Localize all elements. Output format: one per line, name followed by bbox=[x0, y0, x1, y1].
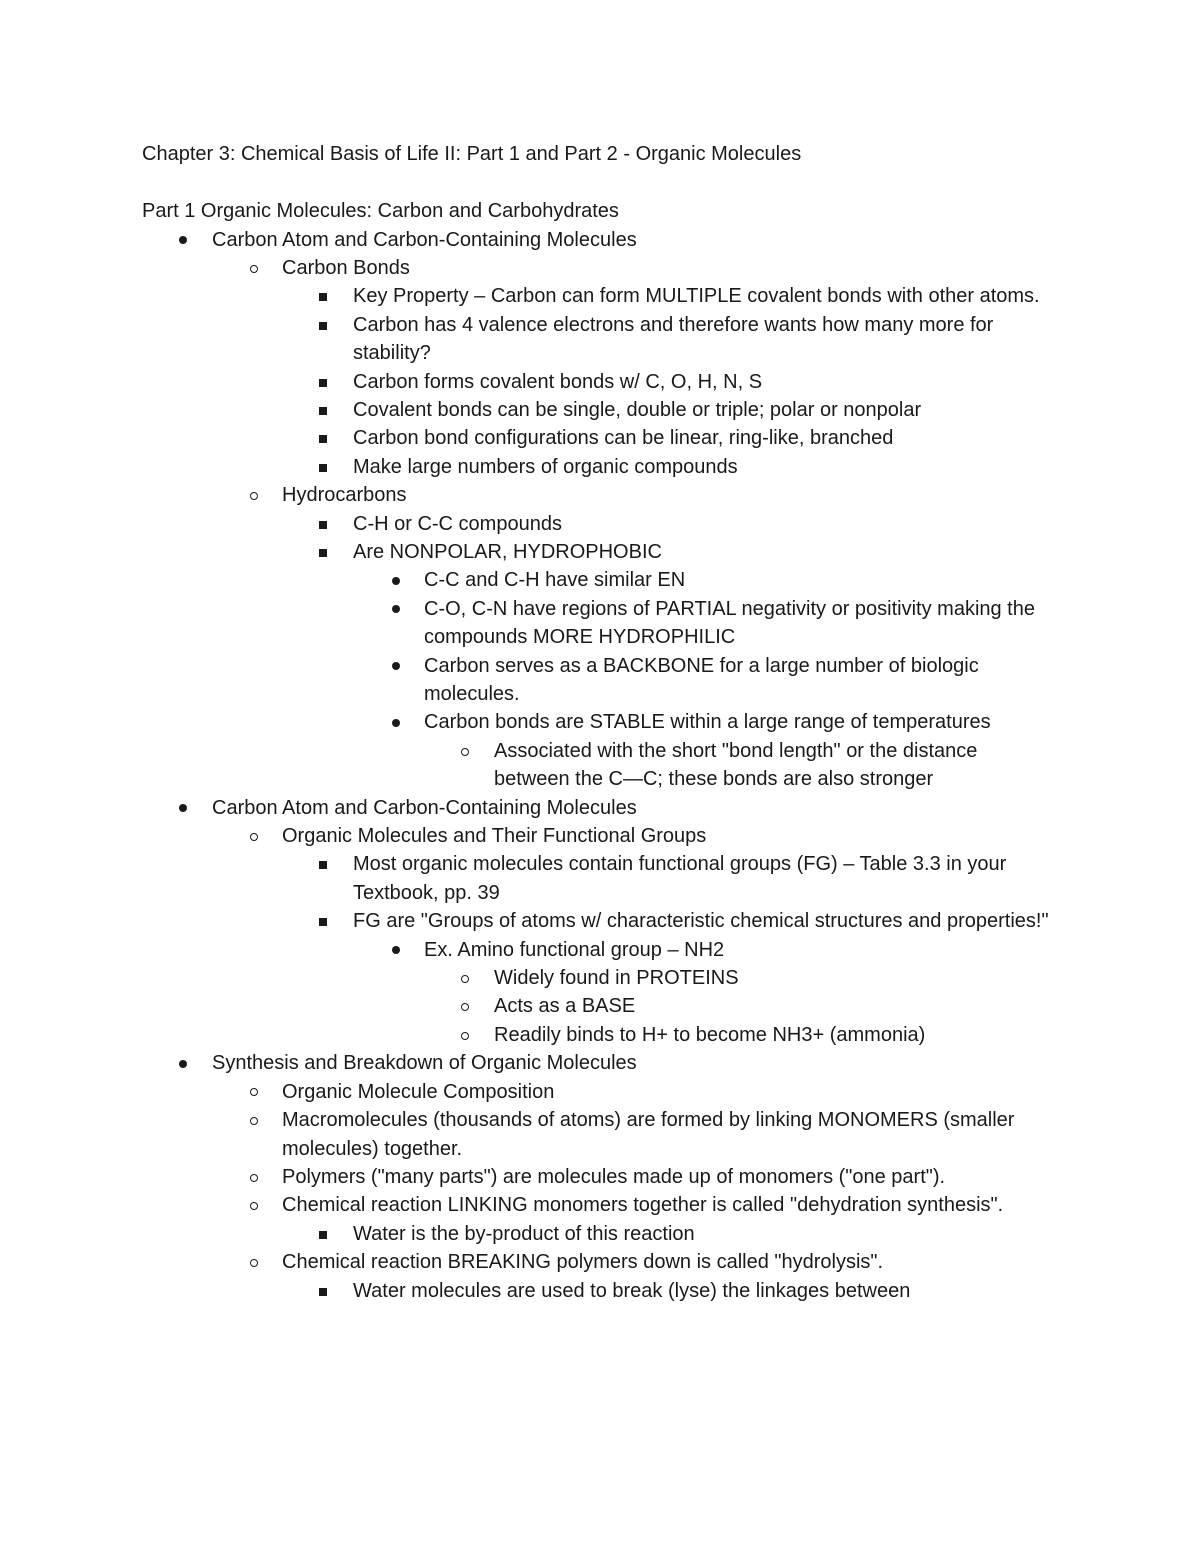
square-bullet-icon bbox=[319, 293, 327, 301]
outline-item: Carbon Bonds bbox=[0, 254, 1200, 282]
square-bullet-icon bbox=[319, 435, 327, 443]
outline-item: C-O, C-N have regions of PARTIAL negativity or positivity making the compounds MORE HYDROPHILIC bbox=[0, 595, 1200, 652]
circle-bullet-icon bbox=[250, 1088, 258, 1096]
square-bullet-icon bbox=[319, 322, 327, 330]
outline-item: Synthesis and Breakdown of Organic Molecules bbox=[0, 1049, 1200, 1077]
square-bullet-icon bbox=[319, 379, 327, 387]
outline-item: Associated with the short "bond length" or the distance between the C—C; these bonds are also stronger bbox=[0, 737, 1200, 794]
outline-item: Organic Molecules and Their Functional Groups bbox=[0, 822, 1200, 850]
outline-item: Covalent bonds can be single, double or triple; polar or nonpolar bbox=[0, 396, 1200, 424]
outline-item: Carbon bond configurations can be linear, ring-like, branched bbox=[0, 424, 1200, 452]
outline-item: FG are "Groups of atoms w/ characteristic chemical structures and properties!" bbox=[0, 907, 1200, 935]
square-bullet-icon bbox=[319, 521, 327, 529]
outline-item: Ex. Amino functional group – NH2 bbox=[0, 936, 1200, 964]
square-bullet-icon bbox=[319, 1288, 327, 1296]
outline-item: C-H or C-C compounds bbox=[0, 510, 1200, 538]
outline-item: Chemical reaction LINKING monomers together is called "dehydration synthesis". bbox=[0, 1191, 1200, 1219]
circle-bullet-icon bbox=[461, 975, 469, 983]
outline-item: Carbon has 4 valence electrons and therefore wants how many more for stability? bbox=[0, 311, 1200, 368]
outline-item: Are NONPOLAR, HYDROPHOBIC bbox=[0, 538, 1200, 566]
outline-item: Carbon serves as a BACKBONE for a large number of biologic molecules. bbox=[0, 652, 1200, 709]
outline-item: Carbon Atom and Carbon-Containing Molecules bbox=[0, 226, 1200, 254]
outline-item: Readily binds to H+ to become NH3+ (ammonia) bbox=[0, 1021, 1200, 1049]
disc-bullet-icon bbox=[179, 1060, 187, 1068]
circle-bullet-icon bbox=[250, 833, 258, 841]
disc-bullet-icon bbox=[392, 719, 400, 727]
outline-item: Macromolecules (thousands of atoms) are formed by linking MONOMERS (smaller molecules) together. bbox=[0, 1106, 1200, 1163]
outline-item: Acts as a BASE bbox=[0, 992, 1200, 1020]
circle-bullet-icon bbox=[250, 265, 258, 273]
square-bullet-icon bbox=[319, 464, 327, 472]
part-heading: Part 1 Organic Molecules: Carbon and Carbohydrates bbox=[142, 200, 619, 222]
outline-item: Widely found in PROTEINS bbox=[0, 964, 1200, 992]
disc-bullet-icon bbox=[179, 236, 187, 244]
circle-bullet-icon bbox=[250, 1174, 258, 1182]
circle-bullet-icon bbox=[461, 1003, 469, 1011]
circle-bullet-icon bbox=[250, 1202, 258, 1210]
disc-bullet-icon bbox=[392, 662, 400, 670]
outline-item: C-C and C-H have similar EN bbox=[0, 566, 1200, 594]
circle-bullet-icon bbox=[250, 1117, 258, 1125]
disc-bullet-icon bbox=[392, 946, 400, 954]
outline-item: Carbon Atom and Carbon-Containing Molecules bbox=[0, 794, 1200, 822]
disc-bullet-icon bbox=[392, 577, 400, 585]
square-bullet-icon bbox=[319, 918, 327, 926]
circle-bullet-icon bbox=[250, 492, 258, 500]
outline-item: Water molecules are used to break (lyse) the linkages between bbox=[0, 1277, 1200, 1305]
disc-bullet-icon bbox=[179, 804, 187, 812]
disc-bullet-icon bbox=[392, 605, 400, 613]
outline-item: Most organic molecules contain functional groups (FG) – Table 3.3 in your Textbook, pp. 39 bbox=[0, 850, 1200, 907]
outline-item: Hydrocarbons bbox=[0, 481, 1200, 509]
outline-list bbox=[0, 226, 1200, 1305]
square-bullet-icon bbox=[319, 549, 327, 557]
outline-item: Chemical reaction BREAKING polymers down is called "hydrolysis". bbox=[0, 1248, 1200, 1276]
circle-bullet-icon bbox=[461, 748, 469, 756]
square-bullet-icon bbox=[319, 861, 327, 869]
outline-item: Organic Molecule Composition bbox=[0, 1078, 1200, 1106]
document-title: Chapter 3: Chemical Basis of Life II: Part 1 and Part 2 - Organic Molecules bbox=[142, 143, 802, 165]
circle-bullet-icon bbox=[250, 1259, 258, 1267]
outline-item: Carbon bonds are STABLE within a large range of temperatures bbox=[0, 708, 1200, 736]
outline-item: Make large numbers of organic compounds bbox=[0, 453, 1200, 481]
outline-item: Key Property – Carbon can form MULTIPLE covalent bonds with other atoms. bbox=[0, 282, 1200, 310]
circle-bullet-icon bbox=[461, 1032, 469, 1040]
square-bullet-icon bbox=[319, 407, 327, 415]
outline-item: Carbon forms covalent bonds w/ C, O, H, N, S bbox=[0, 368, 1200, 396]
outline-item: Water is the by-product of this reaction bbox=[0, 1220, 1200, 1248]
outline-item: Polymers ("many parts") are molecules made up of monomers ("one part"). bbox=[0, 1163, 1200, 1191]
square-bullet-icon bbox=[319, 1231, 327, 1239]
